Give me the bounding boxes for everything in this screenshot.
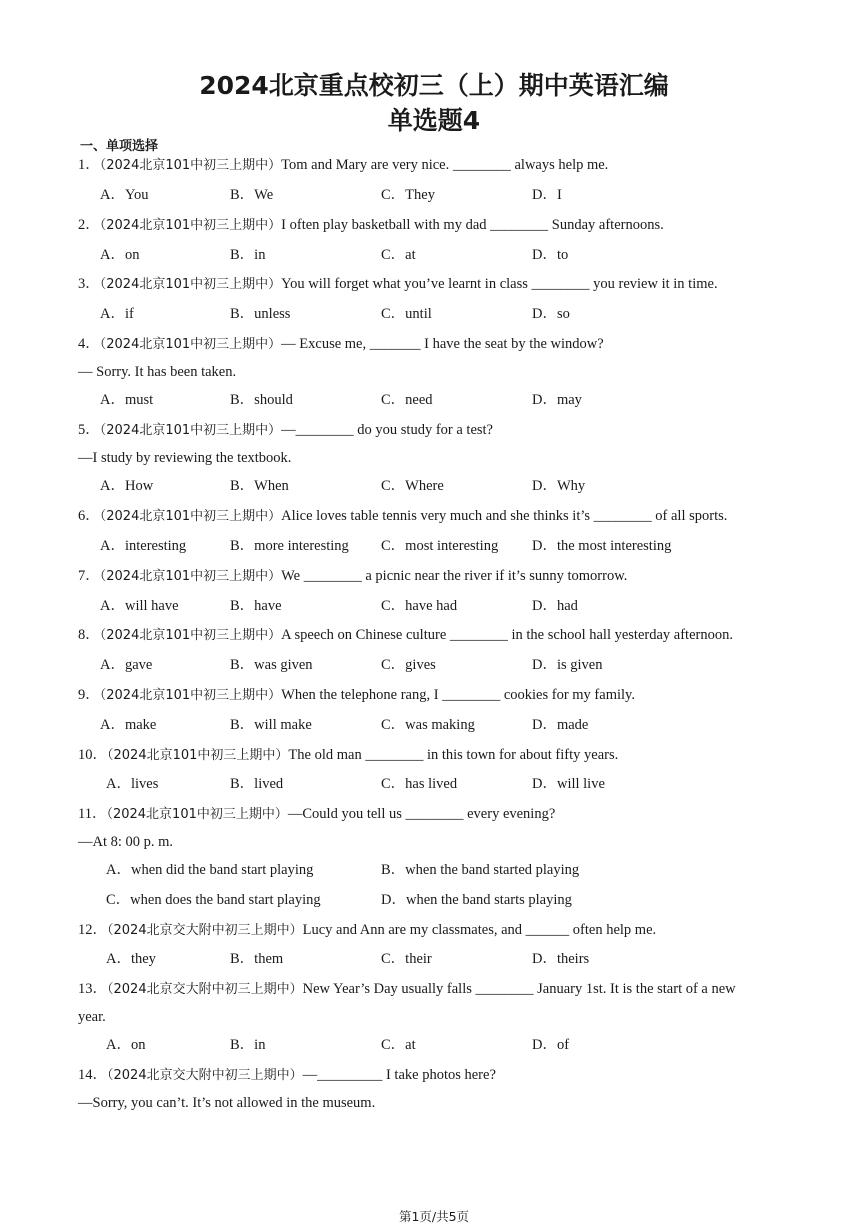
question-stem [78, 275, 718, 294]
question-number: 12． [78, 922, 107, 938]
answer-option: A．they [106, 951, 156, 967]
answer-option: B．more interesting [230, 538, 349, 554]
question-source: （2024北京101中初三上期中） [107, 748, 289, 763]
question-number: 8． [78, 627, 100, 643]
answer-option: A．on [100, 247, 140, 263]
page-footer: 第1页/共5页 [398, 1209, 470, 1224]
question-source: （2024北京101中初三上期中） [99, 218, 282, 233]
question-stem [78, 335, 604, 354]
question-continuation: —At 8: 00 p. m. [78, 834, 174, 850]
answer-option: A．lives [106, 776, 159, 792]
answer-option: B．in [230, 247, 266, 263]
question-number: 9． [78, 687, 100, 703]
question-number: 1． [78, 157, 100, 173]
question-text: Lucy and Ann are my classmates, and ______ often help me. [302, 922, 657, 938]
answer-option: B．We [230, 187, 274, 203]
question-text: Tom and Mary are very nice. ________ always help me. [281, 157, 609, 173]
question-source: （2024北京101中初三上期中） [99, 337, 282, 352]
question-continuation: —I study by reviewing the textbook. [78, 450, 292, 466]
question-stem [78, 421, 493, 440]
question-source: （2024北京101中初三上期中） [106, 807, 288, 822]
question-text: You will forget what you’ve learnt in class ________ you review it in time. [281, 276, 718, 292]
answer-option: C．at [381, 247, 416, 263]
question-stem [78, 156, 608, 175]
question-stem [78, 921, 656, 940]
page-subtitle: 单选题4 [387, 106, 481, 135]
answer-option: C．at [381, 1037, 416, 1053]
answer-option: D．had [532, 598, 578, 614]
answer-option: C．their [381, 951, 432, 967]
question-text: The old man ________ in this town for about fifty years. [288, 747, 619, 763]
answer-option: C．until [381, 306, 432, 322]
answer-option: A．when did the band start playing [106, 862, 314, 878]
question-number: 6． [78, 508, 100, 524]
answer-option: C．most interesting [381, 538, 499, 554]
answer-option: C．when does the band start playing [106, 892, 321, 908]
question-text: —________ do you study for a test? [281, 422, 493, 438]
question-source: （2024北京101中初三上期中） [99, 158, 282, 173]
question-text: A speech on Chinese culture ________ in the school hall yesterday afternoon. [281, 627, 733, 643]
answer-option: C．They [381, 187, 435, 203]
question-stem [78, 805, 555, 824]
answer-option: A．will have [100, 598, 179, 614]
section-heading: 一、单项选择 [80, 139, 159, 154]
answer-option: D．to [532, 247, 569, 263]
answer-option: B．When [230, 478, 289, 494]
question-text: New Year’s Day usually falls ________ January 1st. It is the start of a new [302, 981, 736, 997]
answer-option: C．has lived [381, 776, 458, 792]
question-stem [78, 746, 618, 765]
answer-option: C．was making [381, 717, 475, 733]
question-continuation: — Sorry. It has been taken. [78, 364, 237, 380]
answer-option: B．when the band started playing [381, 862, 580, 878]
question-source: （2024北京101中初三上期中） [99, 688, 282, 703]
question-stem [78, 216, 664, 235]
question-stem [78, 1066, 496, 1085]
answer-option: D．made [532, 717, 589, 733]
question-stem [78, 567, 627, 586]
answer-option: B．in [230, 1037, 266, 1053]
question-number: 10． [78, 747, 107, 763]
answer-option: A．make [100, 717, 157, 733]
question-number: 2． [78, 217, 100, 233]
question-source: （2024北京101中初三上期中） [99, 423, 282, 438]
answer-option: C．have had [381, 598, 458, 614]
question-text: We ________ a picnic near the river if it’s sunny tomorrow. [281, 568, 628, 584]
answer-option: B．was given [230, 657, 313, 673]
question-text: —_________ I take photos here? [302, 1067, 496, 1083]
answer-option: A．interesting [100, 538, 187, 554]
question-stem [78, 507, 727, 526]
answer-option: D．may [532, 392, 582, 408]
question-number: 3． [78, 276, 100, 292]
question-number: 11． [78, 806, 107, 822]
answer-option: D．Why [532, 478, 586, 494]
answer-option: A．You [100, 187, 149, 203]
answer-option: B．will make [230, 717, 312, 733]
answer-option: A．How [100, 478, 154, 494]
question-number: 5． [78, 422, 100, 438]
answer-option: C．gives [381, 657, 436, 673]
question-source: （2024北京交大附中初三上期中） [107, 923, 303, 938]
answer-option: D．is given [532, 657, 603, 673]
question-text: —Could you tell us ________ every evening? [287, 806, 556, 822]
answer-option: A．on [106, 1037, 146, 1053]
answer-option: D．so [532, 306, 570, 322]
answer-option: D．theirs [532, 951, 590, 967]
answer-option: B．have [230, 598, 282, 614]
answer-option: B．them [230, 951, 284, 967]
question-stem [78, 980, 736, 999]
question-text: When the telephone rang, I ________ cookies for my family. [281, 687, 635, 703]
answer-option: D．of [532, 1037, 570, 1053]
answer-option: C．need [381, 392, 433, 408]
answer-option: B．lived [230, 776, 284, 792]
question-source: （2024北京101中初三上期中） [99, 277, 282, 292]
question-text: I often play basketball with my dad ________ Sunday afternoons. [281, 217, 664, 233]
answer-option: D．the most interesting [532, 538, 672, 554]
question-source: （2024北京交大附中初三上期中） [107, 982, 303, 997]
question-source: （2024北京101中初三上期中） [99, 509, 282, 524]
question-number: 13． [78, 981, 107, 997]
answer-option: D．when the band starts playing [381, 892, 572, 908]
answer-option: B．should [230, 392, 293, 408]
question-source: （2024北京101中初三上期中） [99, 628, 282, 643]
answer-option: A．if [100, 306, 134, 322]
answer-option: B．unless [230, 306, 291, 322]
question-number: 14． [78, 1067, 107, 1083]
question-number: 7． [78, 568, 100, 584]
answer-option: D．will live [532, 776, 605, 792]
question-stem [78, 686, 635, 705]
question-continuation: —Sorry, you can’t. It’s not allowed in the museum. [78, 1095, 376, 1111]
answer-option: D．I [532, 187, 562, 203]
question-number: 4． [78, 336, 100, 352]
question-stem [78, 626, 733, 645]
answer-option: A．gave [100, 657, 153, 673]
page-title: 2024北京重点校初三（上）期中英语汇编 [199, 71, 669, 100]
answer-option: A．must [100, 392, 154, 408]
question-source: （2024北京交大附中初三上期中） [107, 1068, 303, 1083]
question-source: （2024北京101中初三上期中） [99, 569, 282, 584]
question-text: Alice loves table tennis very much and she thinks it’s ________ of all sports. [281, 508, 728, 524]
question-text: — Excuse me, _______ I have the seat by the window? [281, 336, 604, 352]
question-continuation: year. [78, 1009, 106, 1025]
answer-option: C．Where [381, 478, 444, 494]
